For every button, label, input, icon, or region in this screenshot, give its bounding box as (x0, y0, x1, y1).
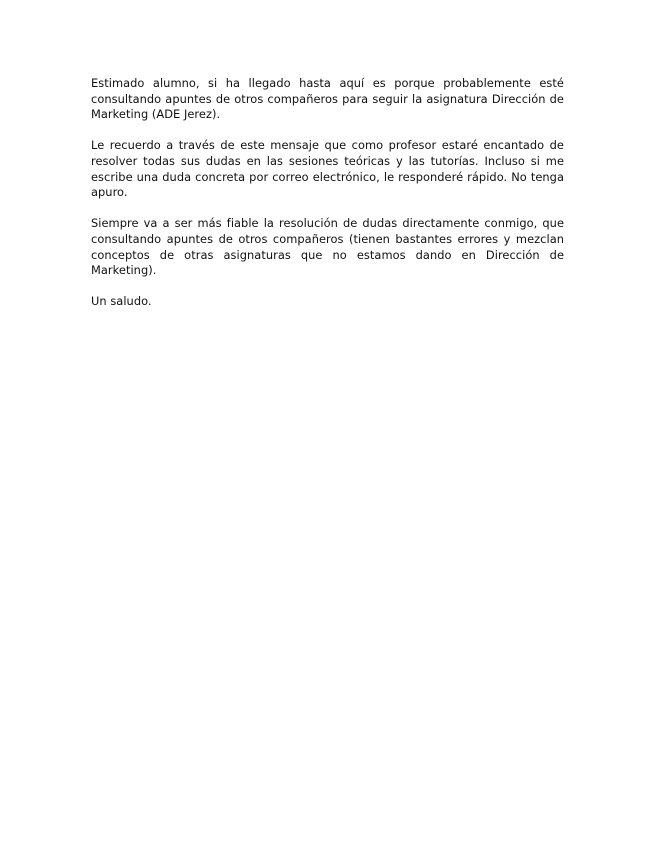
paragraph-intro: Estimado alumno, si ha llegado hasta aquí es porque probablemente esté consultando apuntes de otros compañeros para seguir la asignatura Dirección de Marketing (ADE Jerez). (91, 76, 564, 122)
paragraph-advice: Siempre va a ser más fiable la resolución de dudas directamente conmigo, que consultando apuntes de otros compañeros (tienen bastantes errores y mezclan conceptos de otras asignaturas que no estamos dando en Dirección de Marketing). (91, 216, 564, 278)
paragraph-closing: Un saludo. (91, 294, 152, 309)
paragraph-reminder: Le recuerdo a través de este mensaje que como profesor estaré encantado de resolver todas sus dudas en las sesiones teóricas y las tutorías. Incluso si me escribe una duda concreta por correo electrónico, le responderé rápido. No tenga apuro. (91, 138, 564, 200)
letter-body (91, 76, 564, 310)
